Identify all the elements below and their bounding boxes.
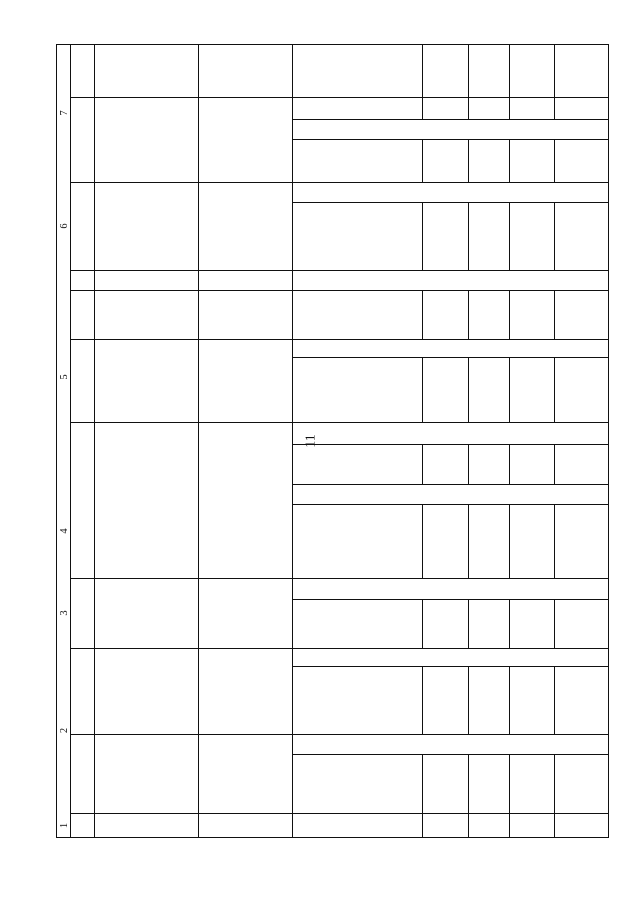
column-header: 7 [59,110,70,116]
column-header: 4 [59,528,70,534]
column-header: 1 [59,822,70,829]
page-number: 11 [303,434,319,448]
column-header: 3 [59,610,70,616]
column-header: 5 [59,374,70,380]
data-table [56,44,609,838]
column-header: 6 [59,223,70,229]
column-header: 2 [59,727,70,734]
